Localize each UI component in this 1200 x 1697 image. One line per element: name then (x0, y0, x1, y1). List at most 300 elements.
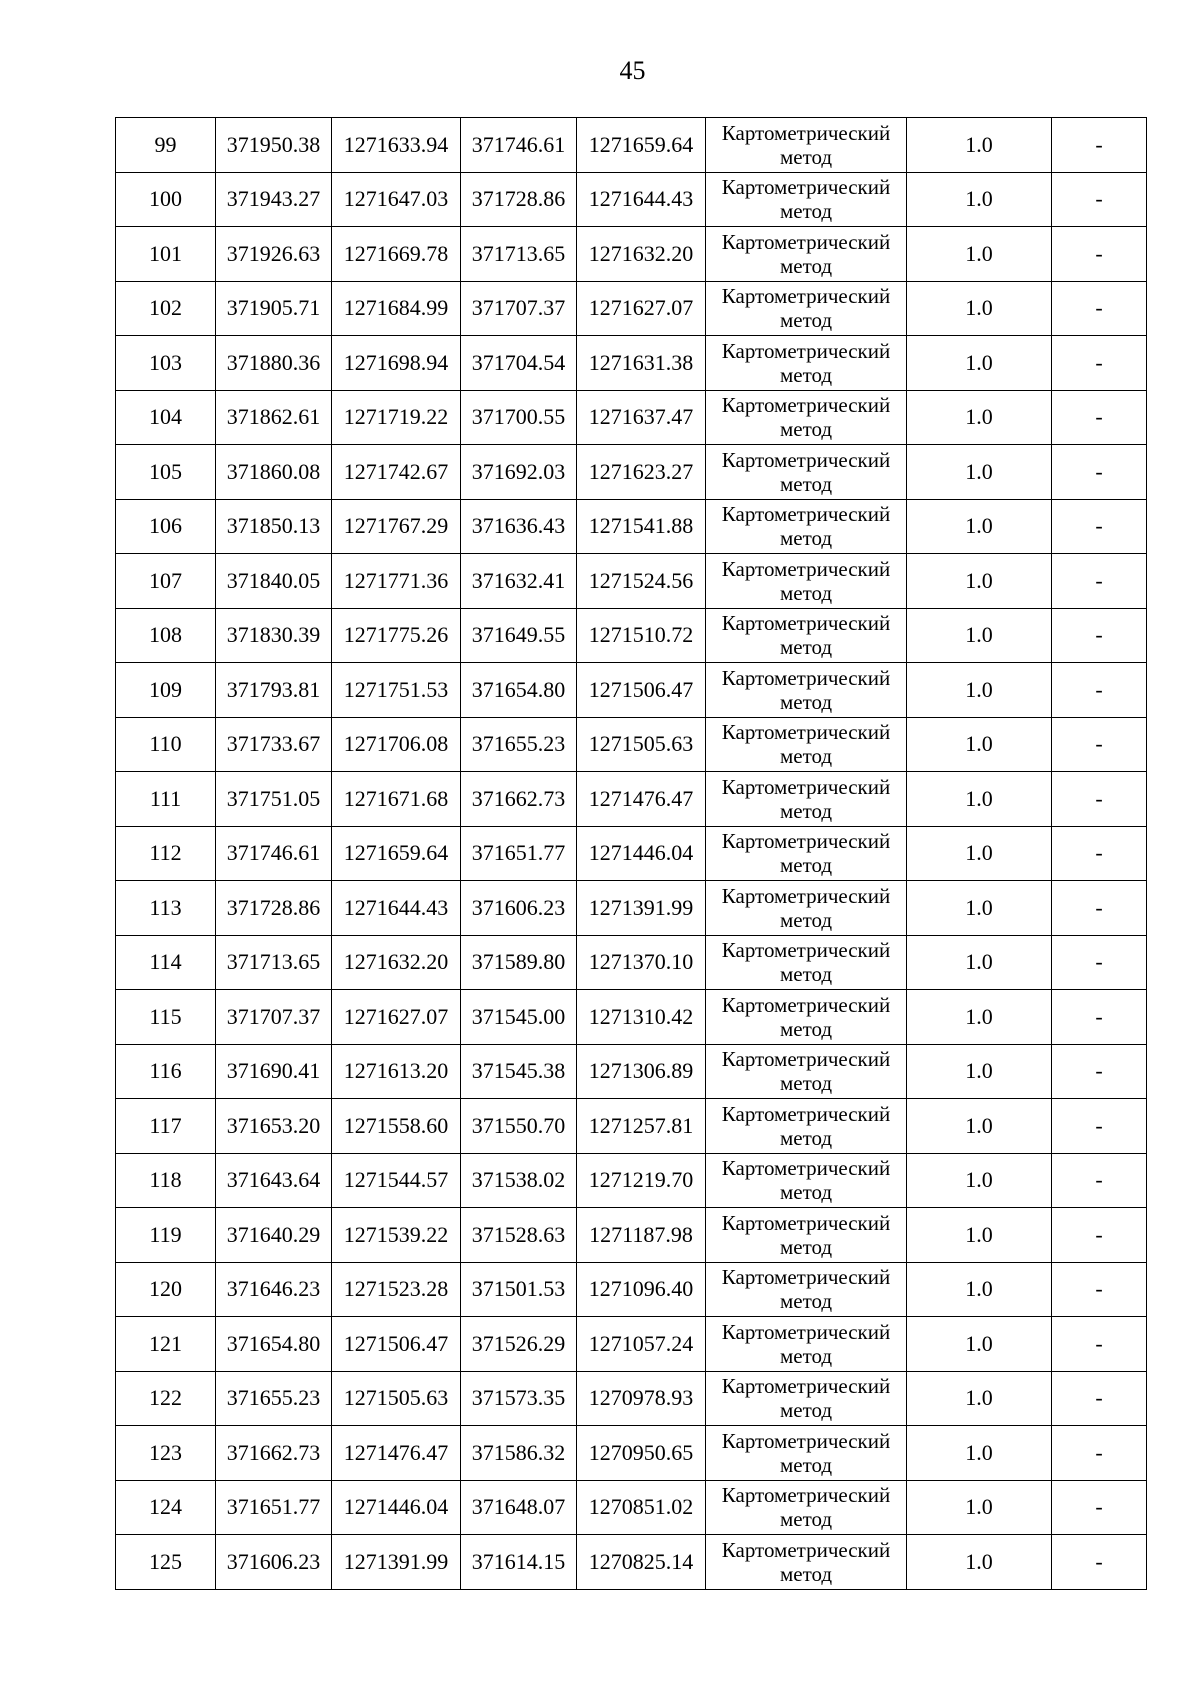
x1-cell: 371880.36 (216, 336, 332, 391)
method-line-2: метод (779, 1398, 833, 1423)
method-cell (706, 172, 907, 227)
table-row (116, 1208, 1147, 1263)
table-row (116, 1044, 1147, 1099)
method-cell (706, 1426, 907, 1481)
method-cell (706, 1099, 907, 1154)
x1-cell: 371640.29 (216, 1208, 332, 1263)
x2-cell: 371501.53 (461, 1262, 577, 1317)
table-row (116, 990, 1147, 1045)
table-row (116, 608, 1147, 663)
note-cell: - (1052, 1480, 1147, 1535)
x2-cell: 371589.80 (461, 935, 577, 990)
method-cell (706, 554, 907, 609)
note-cell: - (1052, 881, 1147, 936)
y1-cell: 1271706.08 (332, 717, 461, 772)
x2-cell: 371704.54 (461, 336, 577, 391)
note-cell: - (1052, 772, 1147, 827)
method-line-1: Картометрический (721, 992, 891, 1017)
x2-cell: 371614.15 (461, 1535, 577, 1590)
method-line-2: метод (779, 635, 833, 660)
y2-cell: 1271306.89 (577, 1044, 706, 1099)
accuracy-cell: 1.0 (907, 1535, 1052, 1590)
point-number-cell: 119 (116, 1208, 216, 1263)
note-cell: - (1052, 499, 1147, 554)
x2-cell: 371573.35 (461, 1371, 577, 1426)
x2-cell: 371692.03 (461, 445, 577, 500)
table-row (116, 118, 1147, 173)
method-line-1: Картометрический (721, 1101, 891, 1126)
method-line-1: Картометрический (721, 883, 891, 908)
method-line-2: метод (779, 362, 833, 387)
point-number-cell: 121 (116, 1317, 216, 1372)
method-cell (706, 390, 907, 445)
x1-cell: 371651.77 (216, 1480, 332, 1535)
y1-cell: 1271505.63 (332, 1371, 461, 1426)
method-line-1: Картометрический (721, 447, 891, 472)
y1-cell: 1271446.04 (332, 1480, 461, 1535)
note-cell: - (1052, 1426, 1147, 1481)
method-cell (706, 336, 907, 391)
x2-cell: 371550.70 (461, 1099, 577, 1154)
y2-cell: 1271370.10 (577, 935, 706, 990)
x2-cell: 371545.00 (461, 990, 577, 1045)
table-row (116, 1426, 1147, 1481)
y2-cell: 1270825.14 (577, 1535, 706, 1590)
x1-cell: 371713.65 (216, 935, 332, 990)
accuracy-cell: 1.0 (907, 1317, 1052, 1372)
y1-cell: 1271742.67 (332, 445, 461, 500)
method-cell (706, 608, 907, 663)
accuracy-cell: 1.0 (907, 554, 1052, 609)
note-cell: - (1052, 1044, 1147, 1099)
x1-cell: 371862.61 (216, 390, 332, 445)
y2-cell: 1271659.64 (577, 118, 706, 173)
note-cell: - (1052, 990, 1147, 1045)
y1-cell: 1271644.43 (332, 881, 461, 936)
y1-cell: 1271669.78 (332, 227, 461, 282)
method-line-2: метод (779, 907, 833, 932)
method-line-2: метод (779, 853, 833, 878)
point-number-cell: 106 (116, 499, 216, 554)
x2-cell: 371632.41 (461, 554, 577, 609)
table-row (116, 554, 1147, 609)
point-number-cell: 105 (116, 445, 216, 500)
y2-cell: 1271510.72 (577, 608, 706, 663)
accuracy-cell: 1.0 (907, 663, 1052, 718)
accuracy-cell: 1.0 (907, 1480, 1052, 1535)
note-cell: - (1052, 1262, 1147, 1317)
method-line-2: метод (779, 1343, 833, 1368)
method-cell (706, 1262, 907, 1317)
method-cell (706, 1153, 907, 1208)
x2-cell: 371526.29 (461, 1317, 577, 1372)
method-line-1: Картометрический (721, 665, 891, 690)
point-number-cell: 111 (116, 772, 216, 827)
coordinates-table (115, 117, 1147, 1590)
accuracy-cell: 1.0 (907, 1208, 1052, 1263)
y2-cell: 1271631.38 (577, 336, 706, 391)
x1-cell: 371751.05 (216, 772, 332, 827)
x2-cell: 371713.65 (461, 227, 577, 282)
x1-cell: 371943.27 (216, 172, 332, 227)
note-cell: - (1052, 1153, 1147, 1208)
accuracy-cell: 1.0 (907, 1044, 1052, 1099)
note-cell: - (1052, 1208, 1147, 1263)
method-cell (706, 499, 907, 554)
y2-cell: 1271506.47 (577, 663, 706, 718)
accuracy-cell: 1.0 (907, 499, 1052, 554)
y2-cell: 1271632.20 (577, 227, 706, 282)
method-line-2: метод (779, 1125, 833, 1150)
x2-cell: 371528.63 (461, 1208, 577, 1263)
method-cell (706, 1317, 907, 1372)
y2-cell: 1271310.42 (577, 990, 706, 1045)
table-row (116, 336, 1147, 391)
note-cell: - (1052, 1317, 1147, 1372)
x2-cell: 371746.61 (461, 118, 577, 173)
accuracy-cell: 1.0 (907, 1426, 1052, 1481)
y1-cell: 1271627.07 (332, 990, 461, 1045)
method-line-1: Картометрический (721, 1483, 891, 1508)
table-row (116, 499, 1147, 554)
table-row (116, 1535, 1147, 1590)
table-row (116, 1153, 1147, 1208)
x1-cell: 371662.73 (216, 1426, 332, 1481)
accuracy-cell: 1.0 (907, 1371, 1052, 1426)
accuracy-cell: 1.0 (907, 1262, 1052, 1317)
y1-cell: 1271659.64 (332, 826, 461, 881)
x1-cell: 371653.20 (216, 1099, 332, 1154)
table-row (116, 390, 1147, 445)
point-number-cell: 107 (116, 554, 216, 609)
method-cell (706, 663, 907, 718)
x1-cell: 371707.37 (216, 990, 332, 1045)
method-line-1: Картометрический (721, 175, 891, 200)
point-number-cell: 100 (116, 172, 216, 227)
y1-cell: 1271632.20 (332, 935, 461, 990)
table-row (116, 717, 1147, 772)
y2-cell: 1271541.88 (577, 499, 706, 554)
accuracy-cell: 1.0 (907, 990, 1052, 1045)
method-cell (706, 1044, 907, 1099)
x2-cell: 371707.37 (461, 281, 577, 336)
note-cell: - (1052, 1371, 1147, 1426)
method-line-2: метод (779, 1289, 833, 1314)
method-line-2: метод (779, 1452, 833, 1477)
note-cell: - (1052, 445, 1147, 500)
x2-cell: 371538.02 (461, 1153, 577, 1208)
note-cell: - (1052, 118, 1147, 173)
x1-cell: 371950.38 (216, 118, 332, 173)
y2-cell: 1271644.43 (577, 172, 706, 227)
accuracy-cell: 1.0 (907, 281, 1052, 336)
x1-cell: 371655.23 (216, 1371, 332, 1426)
method-line-1: Картометрический (721, 556, 891, 581)
note-cell: - (1052, 390, 1147, 445)
y1-cell: 1271751.53 (332, 663, 461, 718)
x2-cell: 371651.77 (461, 826, 577, 881)
point-number-cell: 120 (116, 1262, 216, 1317)
table-row (116, 172, 1147, 227)
method-line-2: метод (779, 744, 833, 769)
method-line-1: Картометрический (721, 120, 891, 145)
accuracy-cell: 1.0 (907, 717, 1052, 772)
x1-cell: 371728.86 (216, 881, 332, 936)
note-cell: - (1052, 554, 1147, 609)
note-cell: - (1052, 1535, 1147, 1590)
point-number-cell: 112 (116, 826, 216, 881)
point-number-cell: 124 (116, 1480, 216, 1535)
point-number-cell: 125 (116, 1535, 216, 1590)
y2-cell: 1271219.70 (577, 1153, 706, 1208)
note-cell: - (1052, 935, 1147, 990)
y1-cell: 1271633.94 (332, 118, 461, 173)
accuracy-cell: 1.0 (907, 1099, 1052, 1154)
x1-cell: 371733.67 (216, 717, 332, 772)
method-line-2: метод (779, 962, 833, 987)
y1-cell: 1271671.68 (332, 772, 461, 827)
point-number-cell: 110 (116, 717, 216, 772)
point-number-cell: 101 (116, 227, 216, 282)
method-line-2: метод (779, 798, 833, 823)
x2-cell: 371662.73 (461, 772, 577, 827)
y1-cell: 1271719.22 (332, 390, 461, 445)
point-number-cell: 122 (116, 1371, 216, 1426)
y1-cell: 1271539.22 (332, 1208, 461, 1263)
method-line-2: метод (779, 1234, 833, 1259)
point-number-cell: 118 (116, 1153, 216, 1208)
accuracy-cell: 1.0 (907, 608, 1052, 663)
method-cell (706, 445, 907, 500)
y1-cell: 1271544.57 (332, 1153, 461, 1208)
table-row (116, 281, 1147, 336)
x2-cell: 371545.38 (461, 1044, 577, 1099)
point-number-cell: 113 (116, 881, 216, 936)
point-number-cell: 114 (116, 935, 216, 990)
y2-cell: 1270950.65 (577, 1426, 706, 1481)
method-cell (706, 1371, 907, 1426)
y2-cell: 1271057.24 (577, 1317, 706, 1372)
y1-cell: 1271391.99 (332, 1535, 461, 1590)
y2-cell: 1271391.99 (577, 881, 706, 936)
method-line-1: Картометрический (721, 720, 891, 745)
x2-cell: 371606.23 (461, 881, 577, 936)
point-number-cell: 108 (116, 608, 216, 663)
method-line-1: Картометрический (721, 1537, 891, 1562)
method-line-1: Картометрический (721, 938, 891, 963)
y2-cell: 1271524.56 (577, 554, 706, 609)
table-row (116, 227, 1147, 282)
x2-cell: 371654.80 (461, 663, 577, 718)
method-line-2: метод (779, 526, 833, 551)
method-line-1: Картометрический (721, 1374, 891, 1399)
method-line-1: Картометрический (721, 774, 891, 799)
method-line-1: Картометрический (721, 1210, 891, 1235)
accuracy-cell: 1.0 (907, 826, 1052, 881)
point-number-cell: 103 (116, 336, 216, 391)
note-cell: - (1052, 227, 1147, 282)
method-cell (706, 1535, 907, 1590)
x2-cell: 371636.43 (461, 499, 577, 554)
y1-cell: 1271476.47 (332, 1426, 461, 1481)
y2-cell: 1270978.93 (577, 1371, 706, 1426)
y2-cell: 1271476.47 (577, 772, 706, 827)
method-line-1: Картометрический (721, 393, 891, 418)
y2-cell: 1270851.02 (577, 1480, 706, 1535)
x1-cell: 371840.05 (216, 554, 332, 609)
y1-cell: 1271647.03 (332, 172, 461, 227)
method-line-2: метод (779, 417, 833, 442)
x1-cell: 371793.81 (216, 663, 332, 718)
page-number: 45 (619, 56, 646, 85)
x2-cell: 371655.23 (461, 717, 577, 772)
x1-cell: 371830.39 (216, 608, 332, 663)
point-number-cell: 99 (116, 118, 216, 173)
note-cell: - (1052, 608, 1147, 663)
accuracy-cell: 1.0 (907, 1153, 1052, 1208)
method-line-2: метод (779, 1071, 833, 1096)
method-cell (706, 717, 907, 772)
method-cell (706, 935, 907, 990)
point-number-cell: 123 (116, 1426, 216, 1481)
table-row (116, 772, 1147, 827)
point-number-cell: 104 (116, 390, 216, 445)
method-line-2: метод (779, 308, 833, 333)
y1-cell: 1271775.26 (332, 608, 461, 663)
method-line-2: метод (779, 580, 833, 605)
method-line-1: Картометрический (721, 1319, 891, 1344)
method-cell (706, 881, 907, 936)
table-row (116, 1099, 1147, 1154)
method-cell (706, 990, 907, 1045)
note-cell: - (1052, 663, 1147, 718)
table-row (116, 1262, 1147, 1317)
method-cell (706, 772, 907, 827)
table-row (116, 935, 1147, 990)
x2-cell: 371649.55 (461, 608, 577, 663)
x1-cell: 371606.23 (216, 1535, 332, 1590)
x1-cell: 371860.08 (216, 445, 332, 500)
y1-cell: 1271558.60 (332, 1099, 461, 1154)
accuracy-cell: 1.0 (907, 772, 1052, 827)
method-line-2: метод (779, 253, 833, 278)
y2-cell: 1271505.63 (577, 717, 706, 772)
y1-cell: 1271698.94 (332, 336, 461, 391)
point-number-cell: 115 (116, 990, 216, 1045)
x1-cell: 371746.61 (216, 826, 332, 881)
accuracy-cell: 1.0 (907, 881, 1052, 936)
x1-cell: 371643.64 (216, 1153, 332, 1208)
y1-cell: 1271506.47 (332, 1317, 461, 1372)
y2-cell: 1271257.81 (577, 1099, 706, 1154)
table-row (116, 1480, 1147, 1535)
note-cell: - (1052, 717, 1147, 772)
point-number-cell: 102 (116, 281, 216, 336)
note-cell: - (1052, 826, 1147, 881)
method-line-2: метод (779, 199, 833, 224)
x1-cell: 371926.63 (216, 227, 332, 282)
method-line-1: Картометрический (721, 1265, 891, 1290)
method-cell (706, 826, 907, 881)
y2-cell: 1271187.98 (577, 1208, 706, 1263)
method-line-1: Картометрический (721, 1047, 891, 1072)
x1-cell: 371905.71 (216, 281, 332, 336)
x2-cell: 371728.86 (461, 172, 577, 227)
x1-cell: 371690.41 (216, 1044, 332, 1099)
accuracy-cell: 1.0 (907, 118, 1052, 173)
accuracy-cell: 1.0 (907, 172, 1052, 227)
x2-cell: 371700.55 (461, 390, 577, 445)
y2-cell: 1271637.47 (577, 390, 706, 445)
method-line-2: метод (779, 689, 833, 714)
y2-cell: 1271446.04 (577, 826, 706, 881)
method-cell (706, 227, 907, 282)
method-line-1: Картометрический (721, 502, 891, 527)
accuracy-cell: 1.0 (907, 445, 1052, 500)
accuracy-cell: 1.0 (907, 227, 1052, 282)
note-cell: - (1052, 336, 1147, 391)
table-row (116, 881, 1147, 936)
coordinates-table-body (116, 118, 1147, 1590)
point-number-cell: 117 (116, 1099, 216, 1154)
y1-cell: 1271771.36 (332, 554, 461, 609)
y1-cell: 1271767.29 (332, 499, 461, 554)
method-line-2: метод (779, 1561, 833, 1586)
method-line-1: Картометрический (721, 1156, 891, 1181)
method-cell (706, 1480, 907, 1535)
note-cell: - (1052, 281, 1147, 336)
table-row (116, 1371, 1147, 1426)
x2-cell: 371648.07 (461, 1480, 577, 1535)
x1-cell: 371646.23 (216, 1262, 332, 1317)
method-line-2: метод (779, 1016, 833, 1041)
method-line-1: Картометрический (721, 338, 891, 363)
table-row (116, 445, 1147, 500)
y2-cell: 1271627.07 (577, 281, 706, 336)
method-line-1: Картометрический (721, 284, 891, 309)
method-line-1: Картометрический (721, 1428, 891, 1453)
x1-cell: 371850.13 (216, 499, 332, 554)
method-line-2: метод (779, 1507, 833, 1532)
method-line-1: Картометрический (721, 611, 891, 636)
table-row (116, 663, 1147, 718)
method-line-2: метод (779, 1180, 833, 1205)
method-line-2: метод (779, 471, 833, 496)
y1-cell: 1271684.99 (332, 281, 461, 336)
method-cell (706, 281, 907, 336)
y1-cell: 1271613.20 (332, 1044, 461, 1099)
method-line-1: Картометрический (721, 229, 891, 254)
method-cell (706, 1208, 907, 1263)
y2-cell: 1271623.27 (577, 445, 706, 500)
y1-cell: 1271523.28 (332, 1262, 461, 1317)
table-row (116, 826, 1147, 881)
table-row (116, 1317, 1147, 1372)
note-cell: - (1052, 1099, 1147, 1154)
accuracy-cell: 1.0 (907, 935, 1052, 990)
x2-cell: 371586.32 (461, 1426, 577, 1481)
point-number-cell: 116 (116, 1044, 216, 1099)
note-cell: - (1052, 172, 1147, 227)
method-line-1: Картометрический (721, 829, 891, 854)
method-cell (706, 118, 907, 173)
method-line-2: метод (779, 144, 833, 169)
point-number-cell: 109 (116, 663, 216, 718)
accuracy-cell: 1.0 (907, 390, 1052, 445)
x1-cell: 371654.80 (216, 1317, 332, 1372)
accuracy-cell: 1.0 (907, 336, 1052, 391)
y2-cell: 1271096.40 (577, 1262, 706, 1317)
